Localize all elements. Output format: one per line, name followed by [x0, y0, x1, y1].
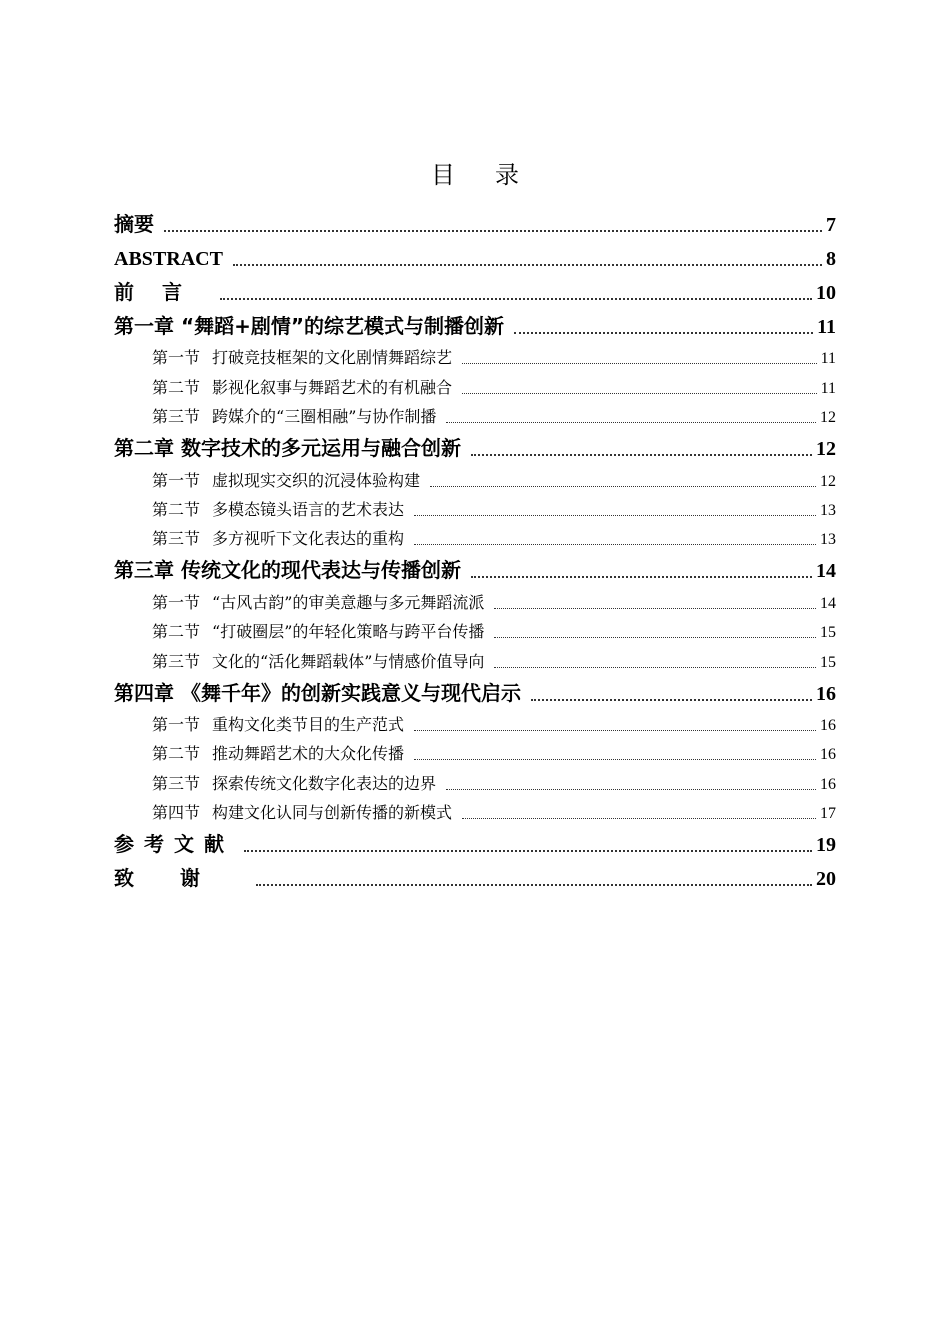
toc-leader-dots	[233, 264, 822, 266]
toc-entry-page: 16	[820, 746, 836, 764]
toc-entry-label: 第四章 《舞千年》的创新实践意义与现代启示	[114, 680, 521, 705]
toc-section-title: 影视化叙事与舞蹈艺术的有机融合	[212, 377, 453, 397]
toc-leader-dots	[256, 884, 812, 886]
toc-entry-page: 12	[820, 472, 836, 490]
toc-entry-page: 16	[820, 775, 836, 793]
toc-leader-dots	[414, 515, 816, 516]
toc-leader-dots	[531, 699, 812, 701]
toc-leader-dots	[494, 667, 816, 668]
toc-entry-page: 8	[826, 248, 836, 270]
toc-entry-label: 参考文献	[114, 832, 234, 857]
toc-section-number: 第一节	[152, 348, 201, 368]
toc-entry-page: 20	[816, 868, 836, 891]
toc-entry-label	[152, 741, 404, 767]
toc-leader-dots	[514, 332, 813, 334]
toc-section-number: 第二节	[152, 377, 201, 397]
toc-entry-label: 第二章 数字技术的多元运用与融合创新	[114, 436, 461, 461]
toc-entry-page: 19	[816, 834, 836, 857]
toc-entry-references[interactable]	[114, 826, 836, 860]
toc-leader-dots	[462, 393, 817, 394]
toc-entry-section[interactable]	[114, 709, 836, 738]
toc-entry-page: 11	[820, 379, 836, 397]
toc-section-number: 第二节	[152, 744, 201, 764]
toc-entry-label	[152, 404, 436, 430]
toc-entry-page: 11	[820, 350, 836, 368]
toc-entry-page: 16	[816, 682, 836, 705]
toc-section-number: 第四节	[152, 803, 201, 823]
toc-entry-label	[152, 771, 436, 797]
toc-leader-dots	[414, 730, 816, 731]
toc-entry-abstract-en[interactable]	[114, 240, 836, 274]
toc-entry-page: 17	[820, 805, 836, 823]
toc-entry-label	[152, 800, 452, 826]
toc-entry-page: 13	[820, 531, 836, 549]
toc-entry-section[interactable]	[114, 523, 836, 552]
toc-entry-page: 7	[826, 214, 836, 236]
toc-leader-dots	[462, 818, 816, 819]
toc-entry-label	[152, 345, 452, 371]
toc-section-number: 第三节	[152, 529, 201, 549]
toc-leader-dots	[471, 576, 812, 578]
toc-entry-label: 致谢	[114, 866, 246, 891]
toc-entry-chapter-3[interactable]	[114, 552, 836, 586]
toc-entry-acknowledgements[interactable]	[114, 860, 836, 894]
toc-leader-dots	[462, 363, 817, 364]
toc-section-number: 第一节	[152, 592, 201, 612]
toc-entry-label: 摘要	[114, 212, 154, 236]
toc-entry-page: 12	[816, 438, 836, 461]
toc-entry-chapter-4[interactable]	[114, 675, 836, 709]
toc-leader-dots	[164, 230, 822, 232]
toc-section-number: 第一节	[152, 714, 201, 734]
toc-leader-dots	[244, 850, 812, 852]
toc-entry-label	[152, 712, 404, 738]
toc-entry-page: 15	[820, 653, 836, 671]
toc-section-title: “古风古韵”的审美意趣与多元舞蹈流派	[212, 592, 485, 612]
toc-entry-page: 14	[816, 560, 836, 583]
toc-entry-label	[152, 468, 420, 494]
toc-entry-label	[152, 497, 404, 523]
toc-entry-page: 13	[820, 501, 836, 519]
toc-entry-page: 12	[820, 409, 836, 427]
toc-leader-dots	[471, 454, 812, 456]
toc-section-number: 第一节	[152, 470, 201, 490]
toc-leader-dots	[494, 608, 816, 609]
toc-entry-section[interactable]	[114, 494, 836, 523]
toc-leader-dots	[446, 422, 816, 423]
toc-entry-section[interactable]	[114, 401, 836, 430]
toc-section-title: 打破竞技框架的文化剧情舞蹈综艺	[212, 348, 453, 368]
toc-list	[114, 206, 836, 894]
toc-section-title: “打破圈层”的年轻化策略与跨平台传播	[212, 622, 485, 642]
toc-entry-section[interactable]	[114, 738, 836, 767]
toc-entry-chapter-2[interactable]	[114, 430, 836, 464]
toc-entry-section[interactable]	[114, 371, 836, 400]
toc-leader-dots	[430, 486, 816, 487]
toc-leader-dots	[446, 789, 816, 790]
toc-entry-abstract-cn[interactable]	[114, 206, 836, 240]
toc-title-left: 目	[431, 161, 455, 189]
toc-entry-label	[152, 649, 484, 675]
toc-entry-label	[152, 590, 484, 616]
toc-entry-chapter-1[interactable]	[114, 308, 836, 342]
toc-title	[0, 158, 950, 192]
toc-entry-page: 11	[817, 316, 836, 338]
toc-entry-section[interactable]	[114, 464, 836, 493]
toc-entry-label	[152, 619, 484, 645]
toc-entry-page: 15	[820, 624, 836, 642]
toc-section-title: 文化的“活化舞蹈载体”与情感价值导向	[212, 651, 485, 671]
toc-leader-dots	[494, 637, 816, 638]
toc-entry-label	[152, 526, 404, 552]
toc-entry-section[interactable]	[114, 342, 836, 371]
toc-entry-section[interactable]	[114, 645, 836, 674]
toc-entry-label: 第三章 传统文化的现代表达与传播创新	[114, 558, 461, 583]
toc-entry-preface[interactable]	[114, 274, 836, 308]
toc-section-title: 构建文化认同与创新传播的新模式	[212, 803, 453, 823]
toc-section-number: 第三节	[152, 407, 201, 427]
toc-entry-section[interactable]	[114, 797, 836, 826]
toc-entry-section[interactable]	[114, 767, 836, 796]
toc-entry-label	[152, 375, 452, 401]
toc-entry-label: 前言	[114, 280, 210, 304]
toc-section-title: 重构文化类节目的生产范式	[212, 714, 405, 734]
toc-section-title: 多方视听下文化表达的重构	[212, 529, 405, 549]
toc-entry-page: 14	[820, 594, 836, 612]
toc-section-number: 第三节	[152, 773, 201, 793]
toc-section-number: 第二节	[152, 622, 201, 642]
toc-section-number: 第三节	[152, 651, 201, 671]
toc-leader-dots	[414, 544, 816, 545]
toc-entry-section[interactable]	[114, 616, 836, 645]
toc-section-title: 跨媒介的“三圈相融”与协作制播	[212, 407, 437, 427]
toc-leader-dots	[414, 759, 816, 760]
toc-leader-dots	[220, 298, 812, 300]
toc-entry-page: 16	[820, 716, 836, 734]
toc-title-right: 录	[495, 161, 519, 189]
toc-section-number: 第二节	[152, 499, 201, 519]
toc-section-title: 探索传统文化数字化表达的边界	[212, 773, 437, 793]
toc-entry-page: 10	[816, 282, 836, 304]
toc-entry-label: 第一章 “舞蹈+剧情”的综艺模式与制播创新	[114, 314, 505, 338]
toc-entry-label: ABSTRACT	[114, 248, 223, 270]
toc-section-title: 虚拟现实交织的沉浸体验构建	[212, 470, 421, 490]
toc-section-title: 多模态镜头语言的艺术表达	[212, 499, 405, 519]
toc-entry-section[interactable]	[114, 586, 836, 615]
toc-section-title: 推动舞蹈艺术的大众化传播	[212, 744, 405, 764]
